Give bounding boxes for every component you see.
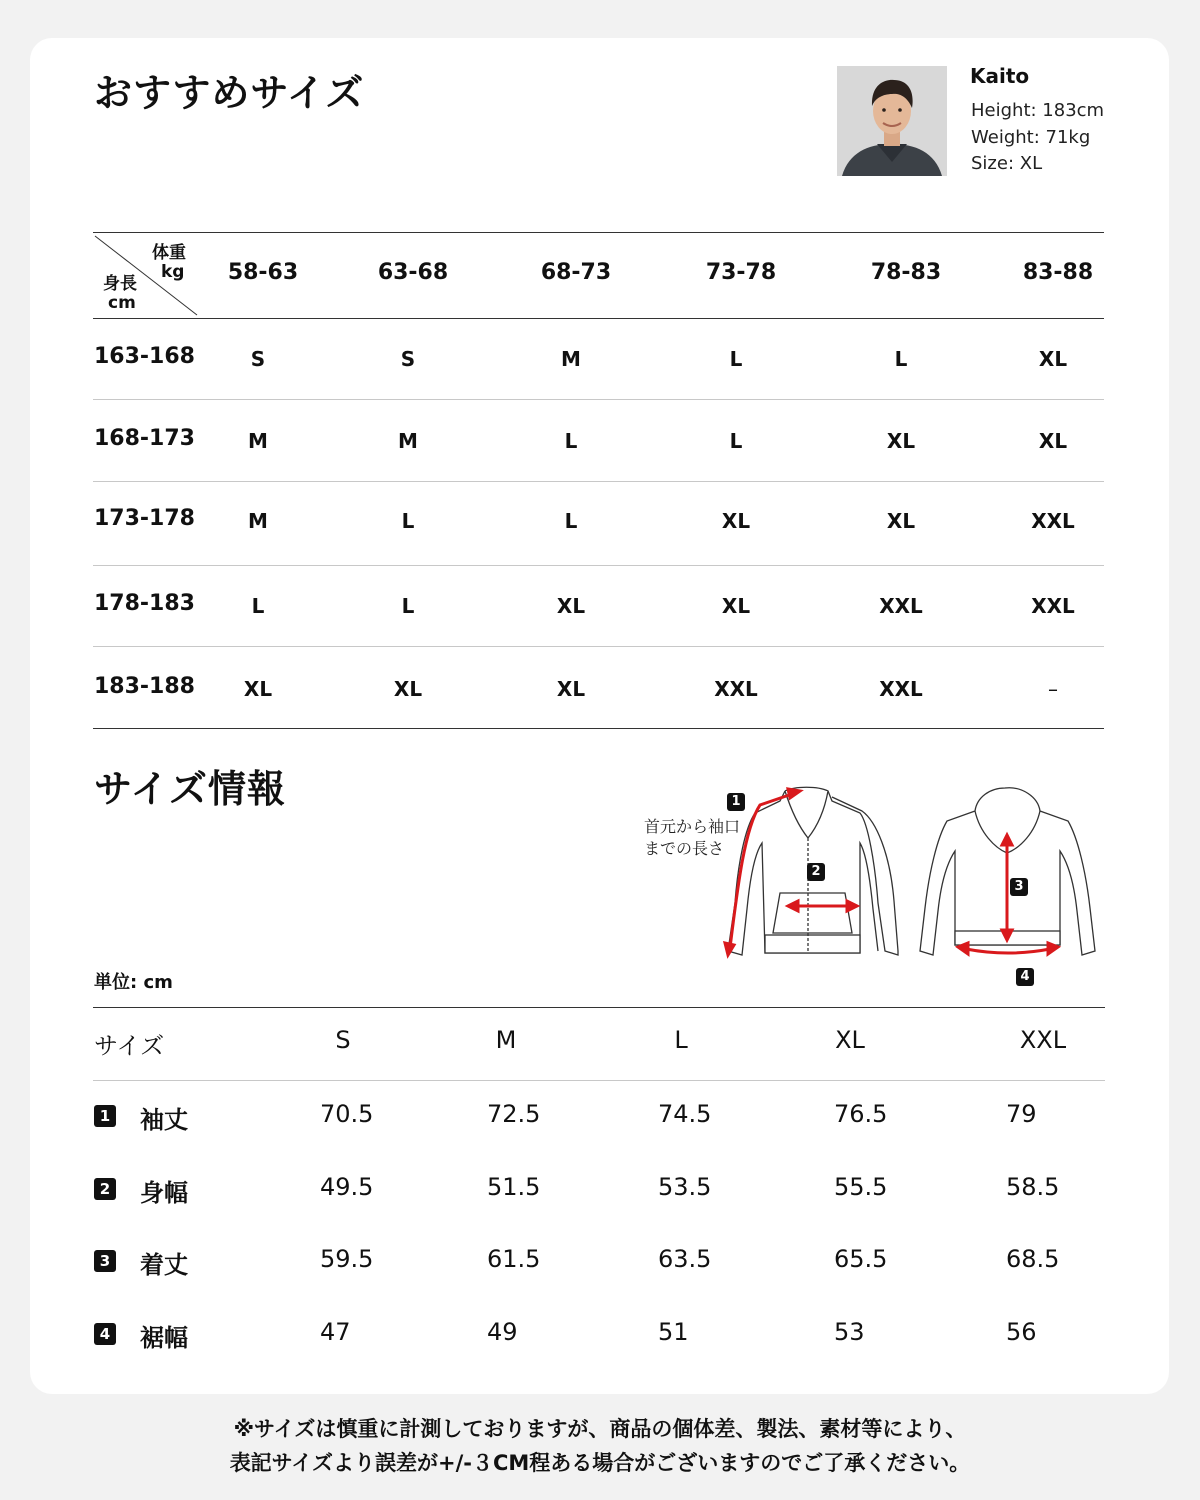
size-cell: L bbox=[564, 429, 578, 453]
row-divider bbox=[93, 481, 1104, 482]
size-cell: L bbox=[729, 429, 743, 453]
measure-value: 68.5 bbox=[1006, 1245, 1060, 1273]
size-cell: M bbox=[561, 347, 581, 371]
measure-badge: 2 bbox=[94, 1178, 116, 1200]
size-cell: L bbox=[401, 594, 415, 618]
size-cell: XXL bbox=[1031, 594, 1075, 618]
measure-header-label: サイズ bbox=[94, 1032, 165, 1060]
size-cell: XL bbox=[1038, 429, 1068, 453]
size-cell: XXL bbox=[879, 677, 923, 701]
size-cell: M bbox=[398, 429, 418, 453]
callout-line-2: までの長さ bbox=[644, 839, 725, 858]
size-cell: XL bbox=[556, 677, 586, 701]
size-cell: L bbox=[894, 347, 908, 371]
measure-value: 53 bbox=[834, 1318, 865, 1346]
weight-column-header: 68-73 bbox=[540, 260, 612, 285]
measure-value: 59.5 bbox=[320, 1245, 374, 1273]
height-row-header: 168-173 bbox=[94, 426, 195, 451]
size-cell: XXL bbox=[879, 594, 923, 618]
row-divider bbox=[93, 399, 1104, 400]
size-cell: S bbox=[250, 347, 266, 371]
model-weight: Weight: 71kg bbox=[971, 127, 1091, 148]
size-cell: XL bbox=[1038, 347, 1068, 371]
model-name: Kaito bbox=[970, 64, 1030, 88]
size-cell: XL bbox=[556, 594, 586, 618]
height-row-header: 173-178 bbox=[94, 506, 195, 531]
model-size: Size: XL bbox=[971, 153, 1043, 174]
measure-value: 61.5 bbox=[487, 1245, 541, 1273]
measure-value: 55.5 bbox=[834, 1173, 888, 1201]
row-divider bbox=[93, 565, 1104, 566]
measure-value: 70.5 bbox=[320, 1100, 374, 1128]
measure-badge: 3 bbox=[94, 1250, 116, 1272]
measure-value: 72.5 bbox=[487, 1100, 541, 1128]
measure-name: 身幅 bbox=[140, 1179, 188, 1207]
corner-weight-unit: kg bbox=[161, 262, 185, 282]
size-cell: M bbox=[248, 509, 268, 533]
unit-label: 単位: cm bbox=[94, 972, 173, 993]
weight-column-header: 58-63 bbox=[227, 260, 299, 285]
corner-height-label: 身長 bbox=[103, 274, 137, 294]
measure-value: 49.5 bbox=[320, 1173, 374, 1201]
measure-size-header: XL bbox=[835, 1026, 865, 1054]
measure-name: 着丈 bbox=[140, 1251, 188, 1279]
model-photo bbox=[837, 66, 947, 176]
measure-value: 53.5 bbox=[658, 1173, 712, 1201]
size-cell: L bbox=[729, 347, 743, 371]
diagram-badge-4: 4 bbox=[1016, 968, 1034, 986]
footnote-line-2: 表記サイズより誤差が+/-３CM程ある場合がございますのでご了承ください。 bbox=[229, 1451, 971, 1475]
callout-line-1: 首元から袖口 bbox=[644, 817, 741, 836]
table-header-rule bbox=[93, 318, 1104, 319]
measure-value: 51 bbox=[658, 1318, 689, 1346]
size-cell: XXL bbox=[714, 677, 758, 701]
weight-column-header: 83-88 bbox=[1022, 260, 1094, 285]
height-row-header: 178-183 bbox=[94, 591, 195, 616]
height-row-header: 163-168 bbox=[94, 344, 195, 369]
size-cell: XL bbox=[243, 677, 273, 701]
size-cell: XL bbox=[721, 509, 751, 533]
size-cell: XL bbox=[886, 509, 916, 533]
measure-table-top-rule bbox=[93, 1007, 1105, 1008]
footnote-line-1: ※サイズは慎重に計測しておりますが、商品の個体差、製法、素材等により、 bbox=[233, 1417, 967, 1441]
measure-value: 51.5 bbox=[487, 1173, 541, 1201]
measure-name: 裾幅 bbox=[140, 1324, 188, 1352]
page-title: おすすめサイズ bbox=[94, 71, 365, 115]
diagram-badge-1: 1 bbox=[727, 793, 745, 811]
measure-value: 74.5 bbox=[658, 1100, 712, 1128]
content-card bbox=[30, 38, 1169, 1394]
measure-badge: 1 bbox=[94, 1105, 116, 1127]
table-bottom-rule bbox=[93, 728, 1104, 729]
measure-value: 79 bbox=[1006, 1100, 1037, 1128]
measure-size-header: XXL bbox=[1019, 1026, 1067, 1054]
weight-column-header: 73-78 bbox=[705, 260, 777, 285]
size-info-title: サイズ情報 bbox=[94, 767, 286, 811]
measure-table-header-rule bbox=[93, 1080, 1105, 1081]
measure-badge: 4 bbox=[94, 1323, 116, 1345]
corner-height-unit: cm bbox=[108, 293, 136, 313]
diagram-badge-2: 2 bbox=[807, 863, 825, 881]
size-cell: L bbox=[251, 594, 265, 618]
corner-weight-label: 体重 bbox=[152, 243, 186, 263]
size-cell: XL bbox=[721, 594, 751, 618]
size-cell: L bbox=[401, 509, 415, 533]
measure-value: 56 bbox=[1006, 1318, 1037, 1346]
table-top-rule bbox=[93, 232, 1104, 233]
measure-value: 58.5 bbox=[1006, 1173, 1060, 1201]
diagram-badge-3: 3 bbox=[1010, 878, 1028, 896]
measure-name: 袖丈 bbox=[140, 1106, 188, 1134]
measure-value: 63.5 bbox=[658, 1245, 712, 1273]
measure-value: 65.5 bbox=[834, 1245, 888, 1273]
measure-size-header: S bbox=[335, 1026, 351, 1054]
size-cell: L bbox=[564, 509, 578, 533]
model-height: Height: 183cm bbox=[971, 100, 1105, 121]
size-cell: – bbox=[1048, 677, 1058, 701]
measure-value: 76.5 bbox=[834, 1100, 888, 1128]
measure-size-header: L bbox=[674, 1026, 688, 1054]
height-row-header: 183-188 bbox=[94, 674, 195, 699]
size-cell: M bbox=[248, 429, 268, 453]
garment-diagram bbox=[700, 783, 1100, 993]
measure-size-header: M bbox=[495, 1026, 517, 1054]
size-cell: XL bbox=[886, 429, 916, 453]
weight-column-header: 78-83 bbox=[870, 260, 942, 285]
row-divider bbox=[93, 646, 1104, 647]
weight-column-header: 63-68 bbox=[377, 260, 449, 285]
size-cell: XL bbox=[393, 677, 423, 701]
measure-value: 47 bbox=[320, 1318, 351, 1346]
measure-value: 49 bbox=[487, 1318, 518, 1346]
size-cell: S bbox=[400, 347, 416, 371]
size-cell: XXL bbox=[1031, 509, 1075, 533]
